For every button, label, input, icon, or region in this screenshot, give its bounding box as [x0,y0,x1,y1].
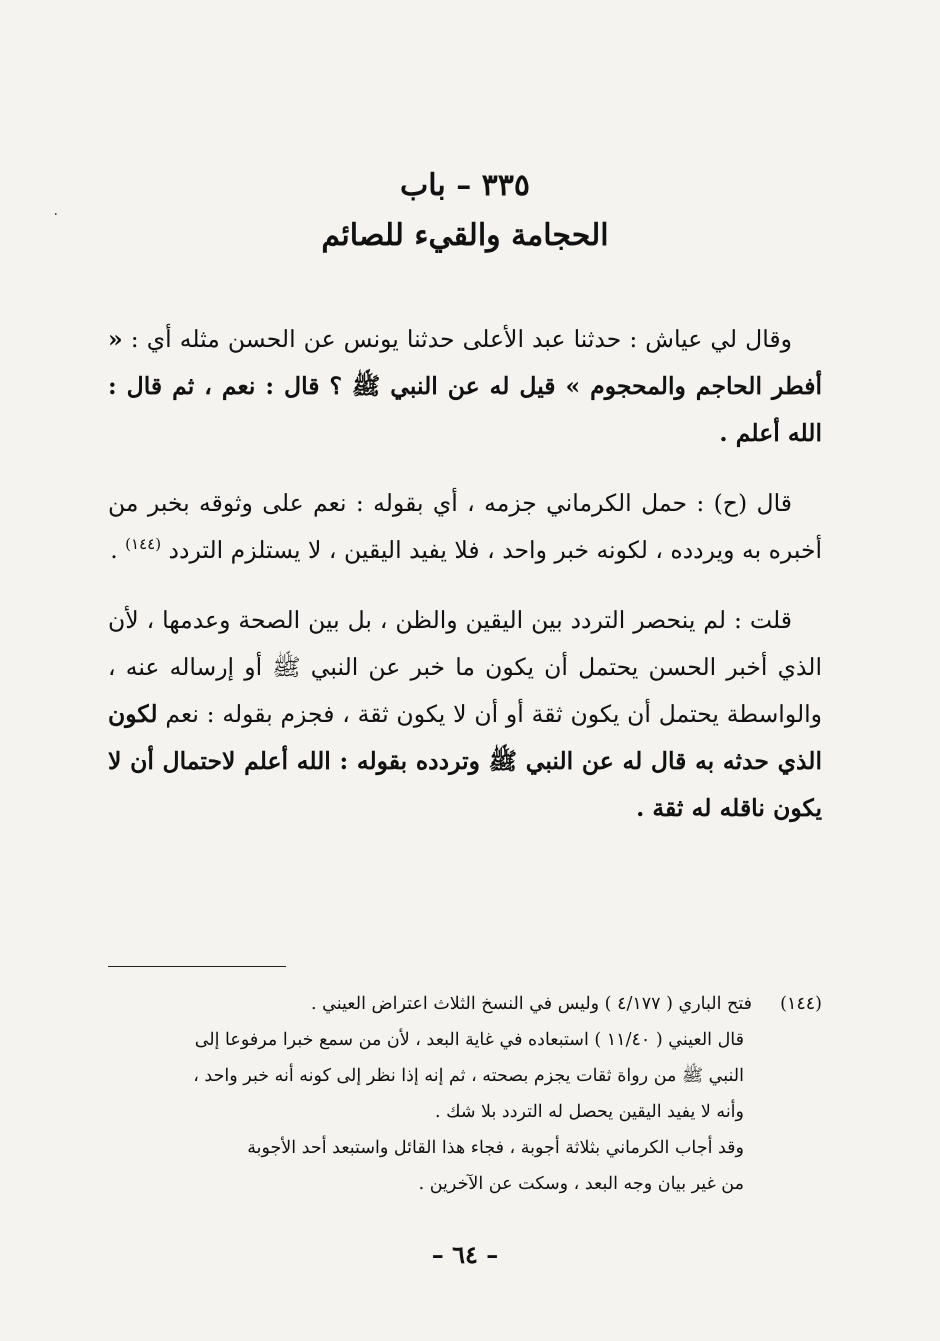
footnote-first-line [108,986,822,1022]
body-text [108,316,822,855]
paragraph-1-text: وقال لي عياش : حدثنا عبد الأعلى حدثنا يونس عن الحسن مثله أي : [122,325,792,353]
paragraph-3-bold-text: لكون الذي حدثه به قال له عن النبي ﷺ وتردده بقوله : الله أعلم لاحتمال أن لا يكون ناقله له ثقة . [108,700,822,822]
chapter-title: الحجامة والقيء للصائم [321,218,609,253]
footnote-line: وقد أجاب الكرماني بثلاثة أجوبة ، فجاء هذا القائل واستبعد أحد الأجوبة [247,1138,744,1158]
paragraph-3 [108,597,822,832]
paragraph-1 [108,316,822,457]
page-number: – ٦٤ – [431,1240,499,1269]
footnote-number: (١٤٤) [780,994,822,1014]
footnote-reference[interactable]: (١٤٤) [125,535,162,554]
paragraph-1-bold-text: « أفطر الحاجم والمحجوم » قيل له عن النبي ﷺ ؟ قال : نعم ، ثم قال : الله أعلم . [108,325,822,447]
paragraph-2 [108,480,822,574]
footnote-first-text: فتح الباري ( ٤/١٧٧ ) وليس في النسخ الثلاث اعتراض العيني . [311,994,752,1014]
footnote-line: النبي ﷺ من رواة ثقات يجزم بصحته ، ثم إنه إذا نظر إلى كونه أنه خبر واحد ، [193,1066,744,1086]
footnote-line: قال العيني ( ١١/٤٠ ) استبعاده في غاية البعد ، لأن من سمع خبرا مرفوعا إلى [194,1030,744,1050]
paragraph-3-text: قلت : لم ينحصر التردد بين اليقين والظن ، بل بين الصحة وعدمها ، لأن الذي أخبر الحسن يحتمل أن يكون ما خبر عن النبي ﷺ أو إرساله عنه ، والواسطة يحتمل أن يكون ثقة أو أن لا يكون ثقة ، فجزم بقوله : نعم [108,606,822,728]
page-speck: ٠ [52,206,60,222]
footnote-divider [108,966,286,967]
document-page [108,0,822,1341]
footnote-line: وأنه لا يفيد اليقين يحصل له التردد بلا شك . [434,1102,744,1122]
footnotes-section [108,986,822,1202]
paragraph-2-text: قال (ح) : حمل الكرماني جزمه ، أي بقوله : نعم على وثوقه بخبر من أخبره به ويردده ، لكونه خبر واحد ، فلا يفيد اليقين ، لا يستلزم التردد [108,489,822,564]
footnote-line: من غير بيان وجه البعد ، وسكت عن الآخرين . [418,1174,744,1194]
paragraph-2-tail: . [110,536,126,564]
chapter-number: ٣٣٥ – باب [400,168,530,203]
